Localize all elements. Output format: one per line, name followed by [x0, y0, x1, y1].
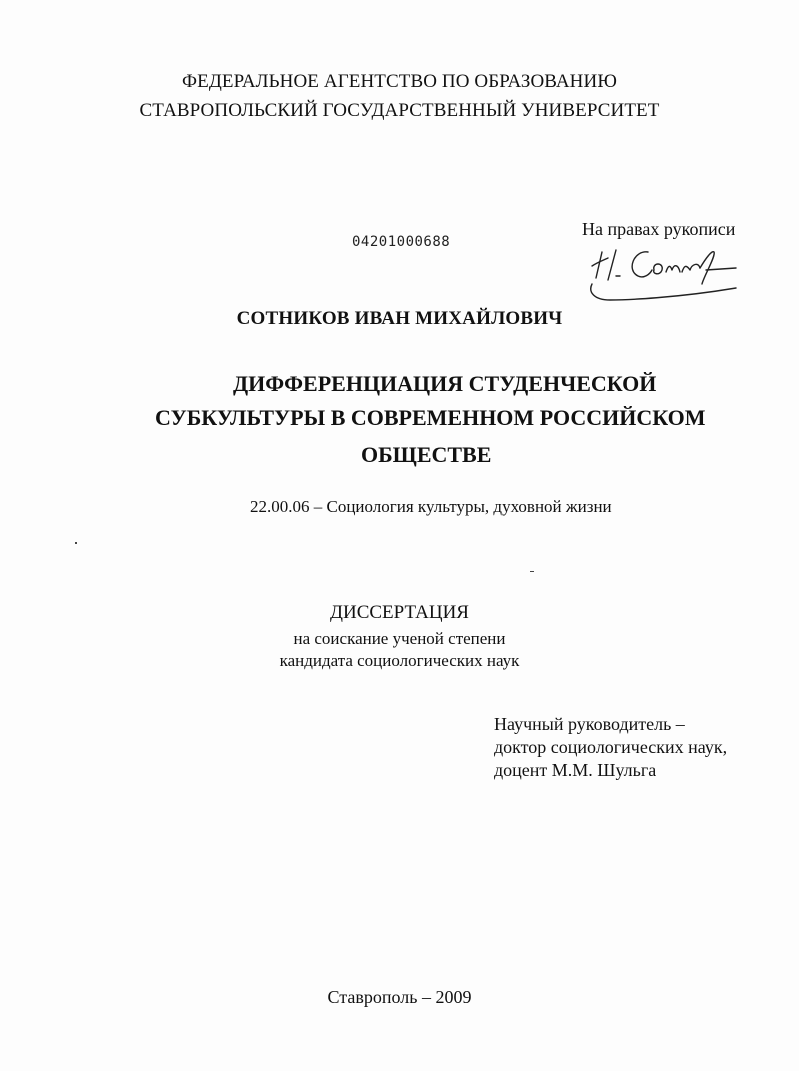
specialty-code: 22.00.06 – Социология культуры, духовной жизни	[250, 497, 612, 516]
degree-line-2: на соискание ученой степени	[293, 629, 506, 648]
scan-speck	[75, 542, 77, 544]
scan-speck	[530, 571, 534, 572]
supervisor-label: Научный руководитель –	[494, 714, 685, 734]
supervisor-name: доцент М.М. Шульга	[494, 760, 657, 780]
manuscript-rights-note: На правах рукописи	[582, 219, 736, 239]
university-heading: СТАВРОПОЛЬСКИЙ ГОСУДАРСТВЕННЫЙ УНИВЕРСИТЕТ	[139, 100, 660, 121]
supervisor-degree: доктор социологических наук,	[494, 737, 728, 757]
dissertation-title-line-3: ОБЩЕСТВЕ	[361, 442, 492, 467]
city-year: Ставрополь – 2009	[327, 987, 472, 1007]
dissertation-title-line-1: ДИФФЕРЕНЦИАЦИЯ СТУДЕНЧЕСКОЙ	[233, 371, 657, 396]
degree-line-3: кандидата социологических наук	[279, 651, 520, 670]
document-type: ДИССЕРТАЦИЯ	[330, 602, 469, 623]
dissertation-title-line-2: СУБКУЛЬТУРЫ В СОВРЕМЕННОМ РОССИЙСКОМ	[155, 405, 706, 430]
agency-heading: ФЕДЕРАЛЬНОЕ АГЕНТСТВО ПО ОБРАЗОВАНИЮ	[182, 71, 617, 92]
author-name: СОТНИКОВ ИВАН МИХАЙЛОВИЧ	[236, 308, 563, 329]
archive-stamp-number: 04201000688	[352, 234, 451, 250]
handwritten-signature	[586, 240, 746, 306]
